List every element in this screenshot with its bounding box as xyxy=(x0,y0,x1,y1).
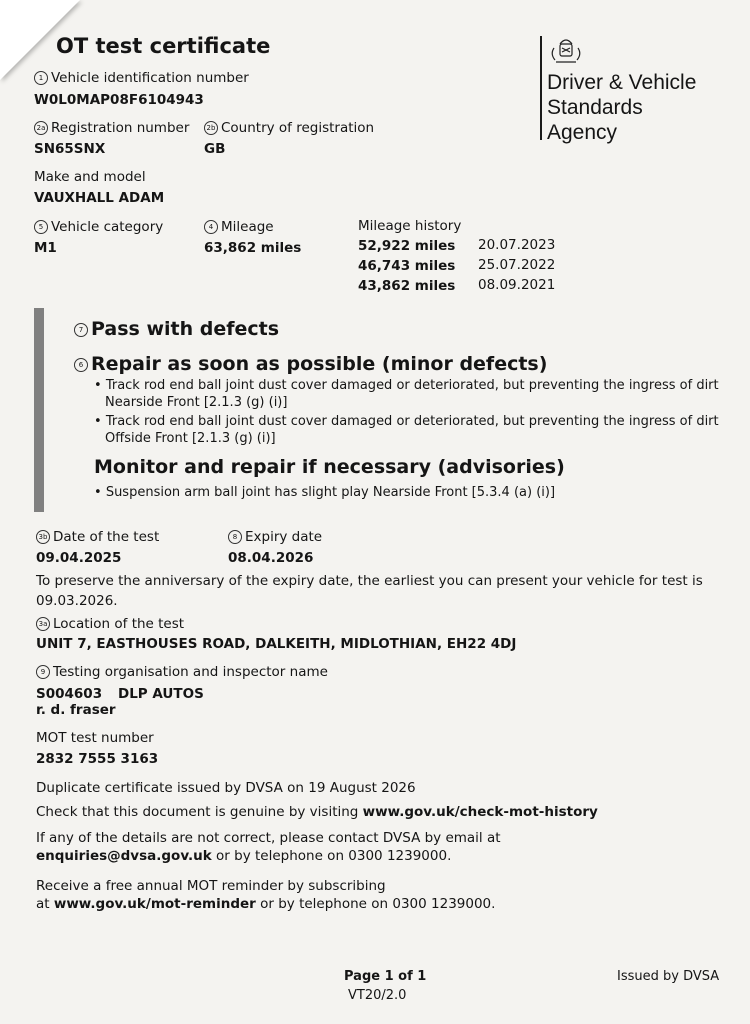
issued-by: Issued by DVSA xyxy=(617,969,720,984)
page-number: Page 1 of 1 xyxy=(344,969,427,984)
defect-item: • Track rod end ball joint dust cover damaged or deteriorated, but preventing the ingress of dirt Offside Front [2.1.3 (g) (i)] xyxy=(94,414,719,446)
vin-label: 1 Vehicle identification number xyxy=(34,70,249,86)
mileage-history-row: 52,922 miles xyxy=(358,238,456,254)
testing-org-code: S004603 xyxy=(36,686,103,702)
form-code: VT20/2.0 xyxy=(348,988,407,1003)
test-date-label: 3b Date of the test xyxy=(36,529,159,545)
mot-number-label: MOT test number xyxy=(36,730,154,746)
repair-heading: 6 Repair as soon as possible (minor defects) xyxy=(74,353,547,375)
mileage-value: 63,862 miles xyxy=(204,240,302,256)
agency-line-3: Agency xyxy=(547,121,618,144)
mileage-history-row: 46,743 miles xyxy=(358,258,456,274)
preserve-text: To preserve the anniversary of the expiry date, the earliest you can present your vehicle for test is 09.03.2026. xyxy=(36,573,703,609)
page-title: OT test certificate xyxy=(56,34,271,58)
mot-number-value: 2832 7555 3163 xyxy=(36,751,159,767)
defect-item: • Track rod end ball joint dust cover damaged or deteriorated, but preventing the ingress of dirt Nearside Front [2.1.3 (g) (i)] xyxy=(94,378,719,410)
category-label: 5 Vehicle category xyxy=(34,219,163,235)
agency-line-2: Standards xyxy=(547,96,643,119)
country-label: 2b Country of registration xyxy=(204,120,374,136)
registration-label: 2a Registration number xyxy=(34,120,189,136)
contact-text: If any of the details are not correct, please contact DVSA by email at enquiries@dvsa.gov.uk or by telephone on 0300 1239000. xyxy=(36,830,501,864)
check-mot-link[interactable]: www.gov.uk/check-mot-history xyxy=(362,804,598,820)
location-value: UNIT 7, EASTHOUSES ROAD, DALKEITH, MIDLOTHIAN, EH22 4DJ xyxy=(36,636,517,652)
mileage-label: 4 Mileage xyxy=(204,219,274,235)
mileage-history-row: 43,862 miles xyxy=(358,278,456,294)
mileage-history-date: 20.07.2023 xyxy=(478,237,556,253)
inspector-name: r. d. fraser xyxy=(36,702,116,718)
location-label: 3a Location of the test xyxy=(36,616,184,632)
category-value: M1 xyxy=(34,240,57,256)
duplicate-note: Duplicate certificate issued by DVSA on 19 August 2026 xyxy=(36,780,416,796)
check-genuine-text: Check that this document is genuine by visiting www.gov.uk/check-mot-history xyxy=(36,804,598,820)
country-value: GB xyxy=(204,141,226,157)
result-side-bar xyxy=(34,308,44,512)
mileage-history-label: Mileage history xyxy=(358,218,462,234)
result-heading: 7 Pass with defects xyxy=(74,318,279,340)
registration-value: SN65SNX xyxy=(34,141,106,157)
mileage-history-date: 25.07.2022 xyxy=(478,257,556,273)
vin-value: W0L0MAP08F6104943 xyxy=(34,92,204,108)
contact-email-link[interactable]: enquiries@dvsa.gov.uk xyxy=(36,848,212,864)
testing-org-name: DLP AUTOS xyxy=(118,686,204,702)
mot-reminder-link[interactable]: www.gov.uk/mot-reminder xyxy=(53,896,256,912)
royal-crest-icon xyxy=(546,34,586,68)
make-model-value: VAUXHALL ADAM xyxy=(34,190,165,206)
field-number-icon: 1 xyxy=(34,71,48,85)
expiry-label: 8 Expiry date xyxy=(228,529,322,545)
expiry-value: 08.04.2026 xyxy=(228,550,314,566)
advisory-heading: Monitor and repair if necessary (advisories) xyxy=(94,456,565,478)
mileage-history-date: 08.09.2021 xyxy=(478,277,556,293)
agency-line-1: Driver & Vehicle xyxy=(547,71,697,94)
agency-name xyxy=(547,70,696,145)
reminder-text: Receive a free annual MOT reminder by subscribing at www.gov.uk/mot-reminder or by telephone on 0300 1239000. xyxy=(36,878,496,912)
testing-org-label: 9 Testing organisation and inspector name xyxy=(36,664,328,680)
agency-divider xyxy=(540,36,542,140)
make-model-label: Make and model xyxy=(34,169,146,185)
advisory-item: • Suspension arm ball joint has slight play Nearside Front [5.3.4 (a) (i)] xyxy=(94,485,556,500)
test-date-value: 09.04.2025 xyxy=(36,550,122,566)
